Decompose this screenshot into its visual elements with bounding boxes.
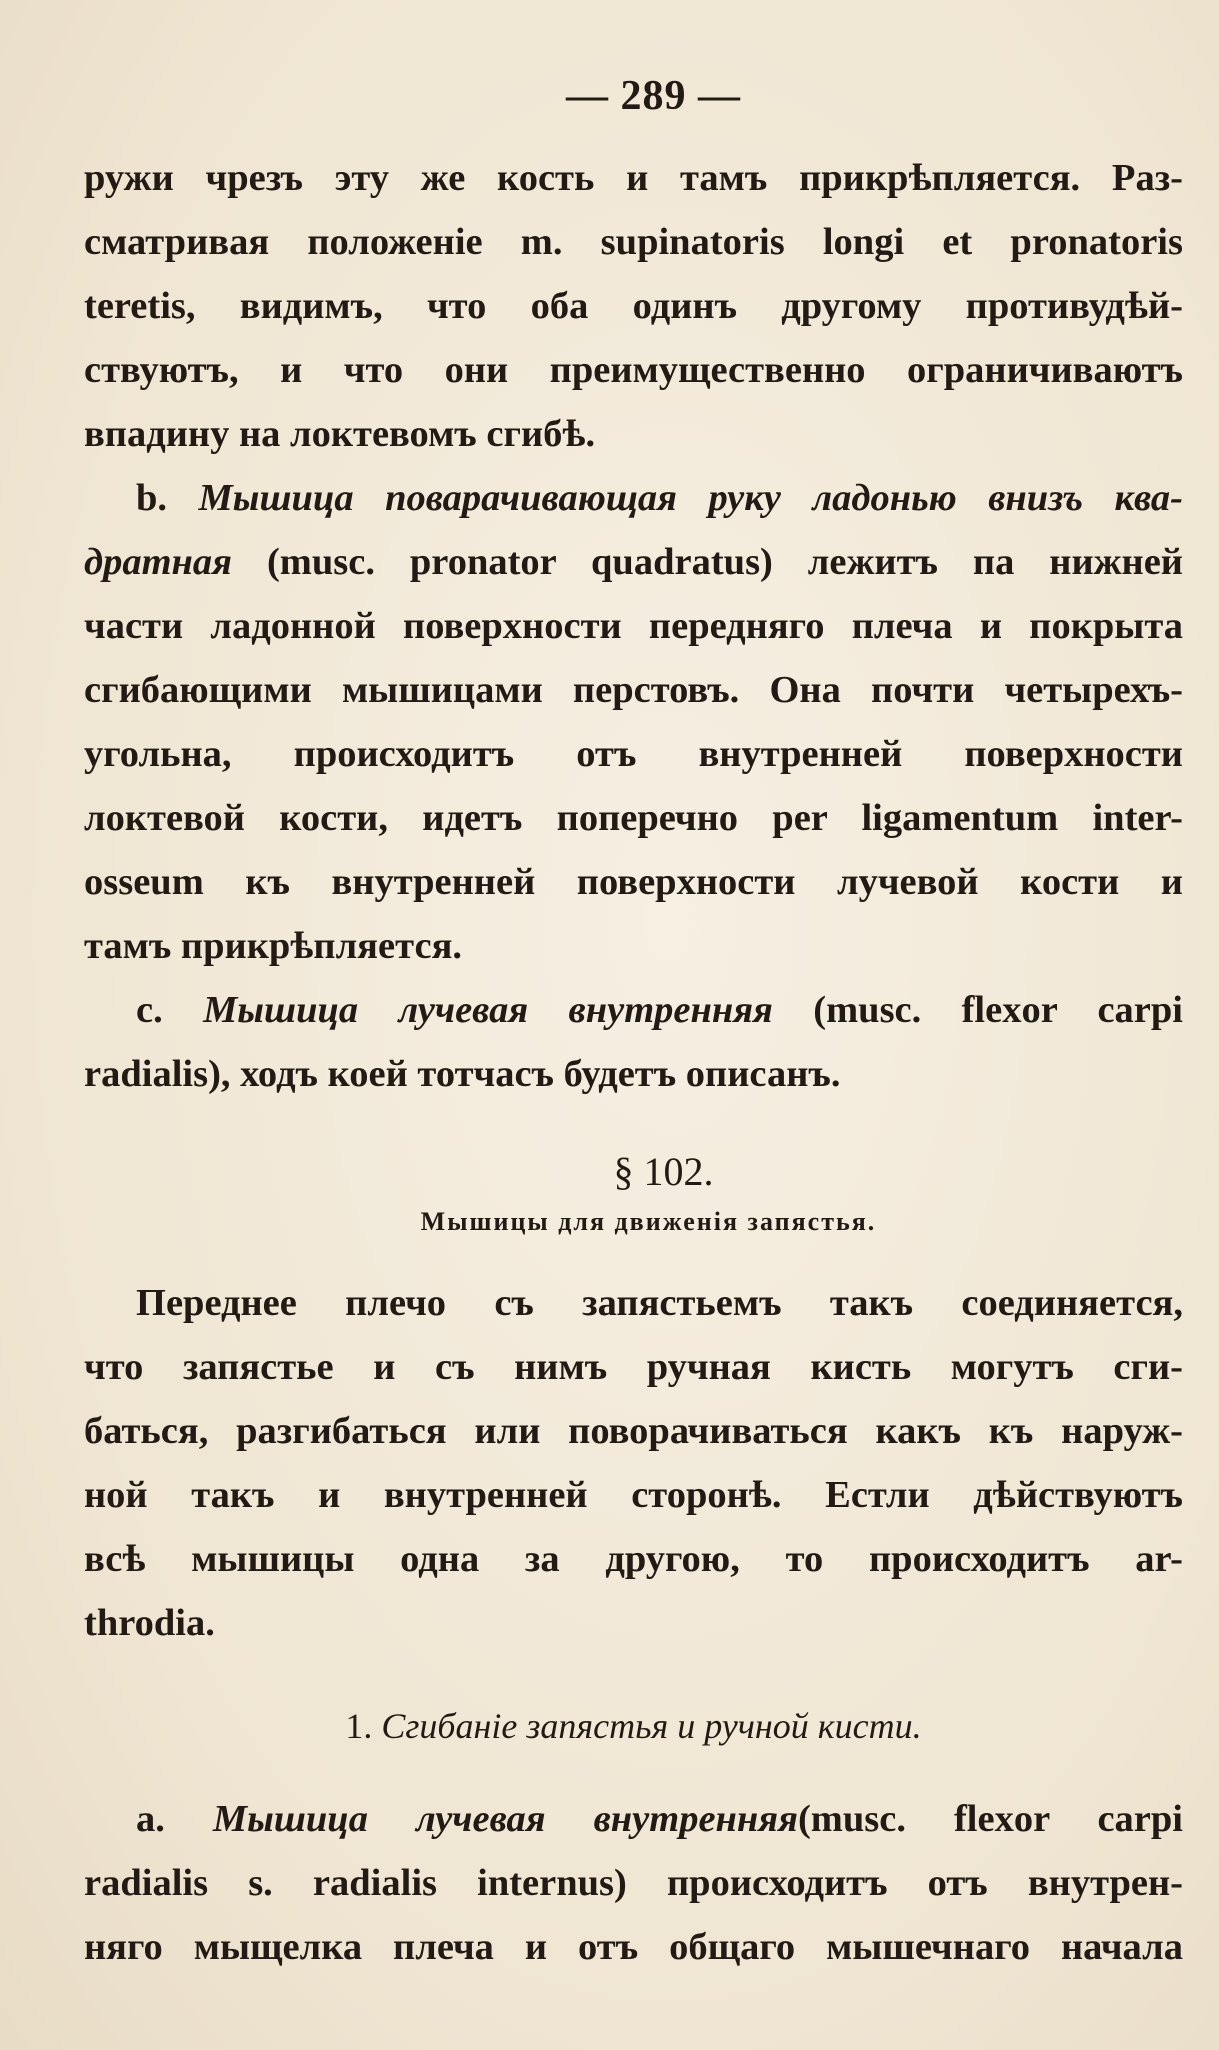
text-line: radialis s. radialis internus) происходитъ отъ внутрен- [84,1862,1183,1904]
item-label: b. [136,477,168,519]
text-line: сматривая положеніе m. supinatoris longi et pronatoris [84,221,1183,263]
text-run: (musc. flexor carpi [772,989,1184,1031]
text-run: (musc. pronator quadratus) лежитъ па нижней [232,541,1183,583]
text-line: ной такъ и внутренней сторонѣ. Естли дѣйствуютъ [84,1474,1183,1516]
text-line: угольна, происходитъ отъ внутренней поверхности [84,733,1183,775]
text-line: локтевой кости, идетъ поперечно per ligamentum inter- [84,797,1183,839]
muscle-name-italic: Мышица лучевая внутренняя [203,989,773,1031]
muscle-name-italic: Мышица поварачивающая руку ладонью внизъ ква- [198,477,1184,519]
text-line: throdia. [84,1602,215,1644]
subheading-flexion [84,1705,1183,1747]
text-line: няго мыщелка плеча и отъ общаго мышечнаго начала [84,1926,1183,1968]
text-line: ствуютъ, и что они преимущественно ограничиваютъ [84,349,1183,391]
section-heading: § 102. [613,1149,714,1194]
text-line: что запястье и съ нимъ ручная кисть могутъ сги- [84,1346,1183,1388]
text-line: teretis, видимъ, что оба одинъ другому противудѣй- [84,285,1183,327]
paragraph-b-pronator-quadratus [84,466,1183,978]
paragraph-1 [84,146,1183,466]
text-line: ружи чрезъ эту же кость и тамъ прикрѣпляется. Раз- [84,157,1183,199]
text-line [84,530,1183,594]
text-line: всѣ мышицы одна за другою, то происходитъ ar- [84,1538,1183,1580]
muscle-name-italic: Мышица лучевая внутренняя [212,1798,798,1840]
text-line: тамъ прикрѣпляется. [84,925,463,967]
text-line: osseum къ внутренней поверхности лучевой кости и [84,861,1183,903]
text-line [84,466,1183,530]
paragraph-wrist-intro [84,1271,1183,1655]
item-label: a. [136,1798,165,1840]
text-line: сгибающими мышицами перстовъ. Она почти четырехъ- [84,669,1183,711]
text-line [84,1787,1183,1851]
paragraph-c-flexor-carpi [84,978,1183,1106]
page-number: — 289 — [566,73,741,119]
text-line: radialis), ходъ коей тотчасъ будетъ описанъ. [84,1053,841,1095]
section-subtitle: Мышицы для движенія запястья. [420,1207,877,1236]
text-line: Переднее плечо съ запястьемъ такъ соединяется, [136,1282,1183,1324]
item-label: c. [136,989,163,1031]
text-line: баться, разгибаться или поворачиваться какъ къ наруж- [84,1410,1183,1452]
paragraph-a-flexor-carpi-radialis [84,1787,1183,1979]
subheading-number: 1. [345,1706,373,1746]
subheading-text: Сгибаніе запястья и ручной кисти. [381,1706,922,1746]
text-run: (musc. flexor carpi [797,1798,1184,1840]
muscle-name-italic: дратная [84,541,233,583]
text-line [84,978,1183,1042]
text-line: части ладонной поверхности передняго плеча и покрыта [84,605,1183,647]
text-line: впадину на локтевомъ сгибѣ. [84,413,596,455]
